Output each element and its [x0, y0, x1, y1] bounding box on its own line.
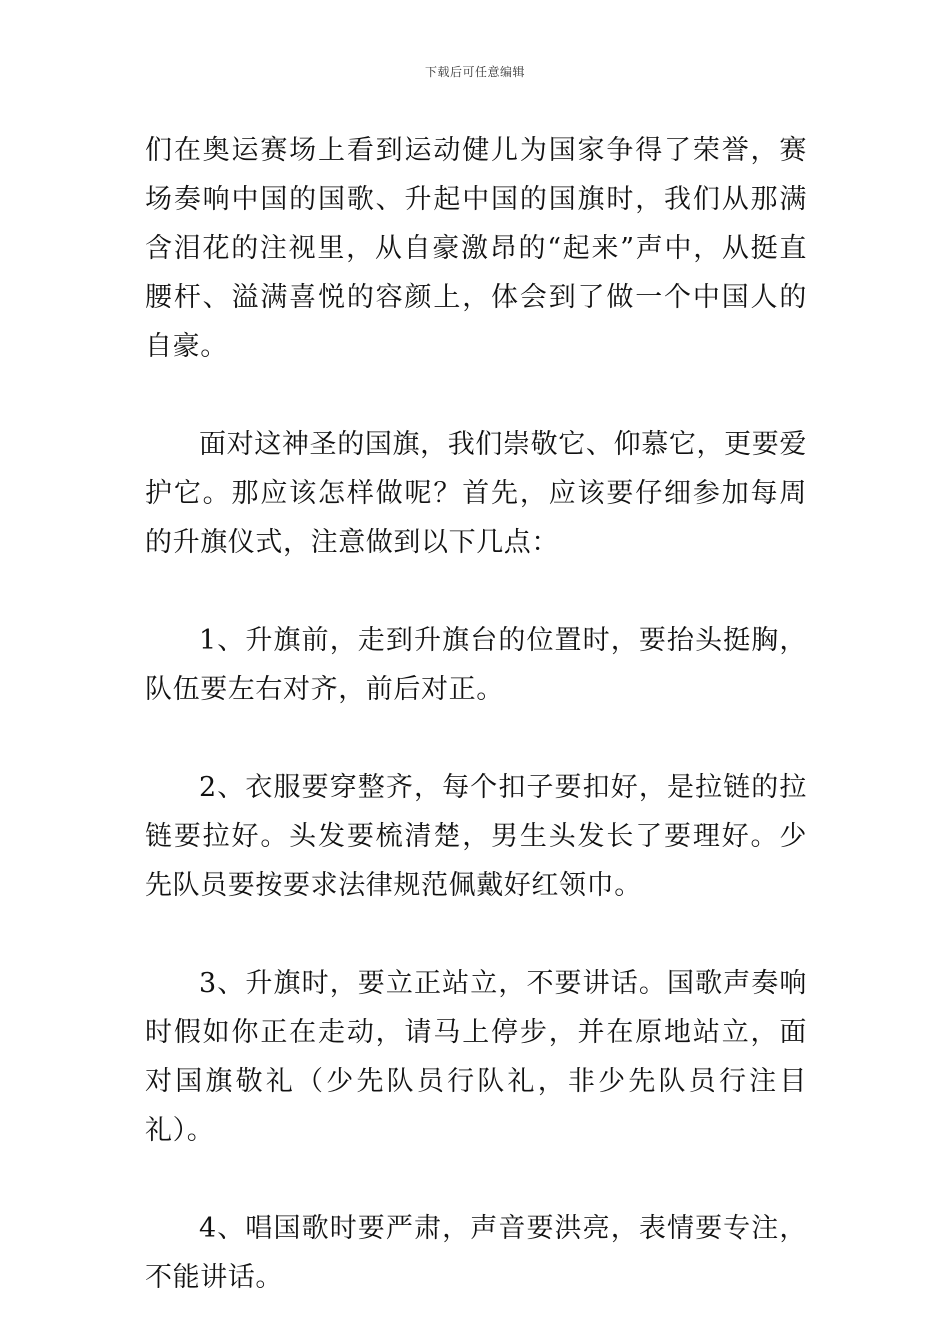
document-body: [145, 126, 807, 1302]
paragraph-continuation: 们在奥运赛场上看到运动健儿为国家争得了荣誉，赛场奏响中国的国歌、升起中国的国旗时，我们从那满含泪花的注视里，从自豪激昂的“起来”声中，从挺直腰杆、溢满喜悦的容颜上，体会到了做一个中国人的自豪。: [145, 135, 807, 362]
list-item-4: 4、唱国歌时要严肃，声音要洪亮，表情要专注，不能讲话。: [145, 1213, 807, 1293]
list-item-1: 1、升旗前，走到升旗台的位置时，要抬头挺胸，队伍要左右对齐，前后对正。: [145, 625, 807, 705]
page-header: 下载后可任意编辑: [424, 65, 525, 79]
list-item-3: 3、升旗时，要立正站立，不要讲话。国歌声奏响时假如你正在走动，请马上停步，并在原地站立，面对国旗敬礼（少先队员行队礼，非少先队员行注目礼）。: [145, 968, 807, 1146]
list-item-2: 2、衣服要穿整齐，每个扣子要扣好，是拉链的拉链要拉好。头发要梳清楚，男生头发长了要理好。少先队员要按要求法律规范佩戴好红领巾。: [145, 772, 807, 901]
paragraph-flag-respect: 面对这神圣的国旗，我们崇敬它、仰慕它，更要爱护它。那应该怎样做呢？首先，应该要仔细参加每周的升旗仪式，注意做到以下几点：: [145, 429, 807, 558]
